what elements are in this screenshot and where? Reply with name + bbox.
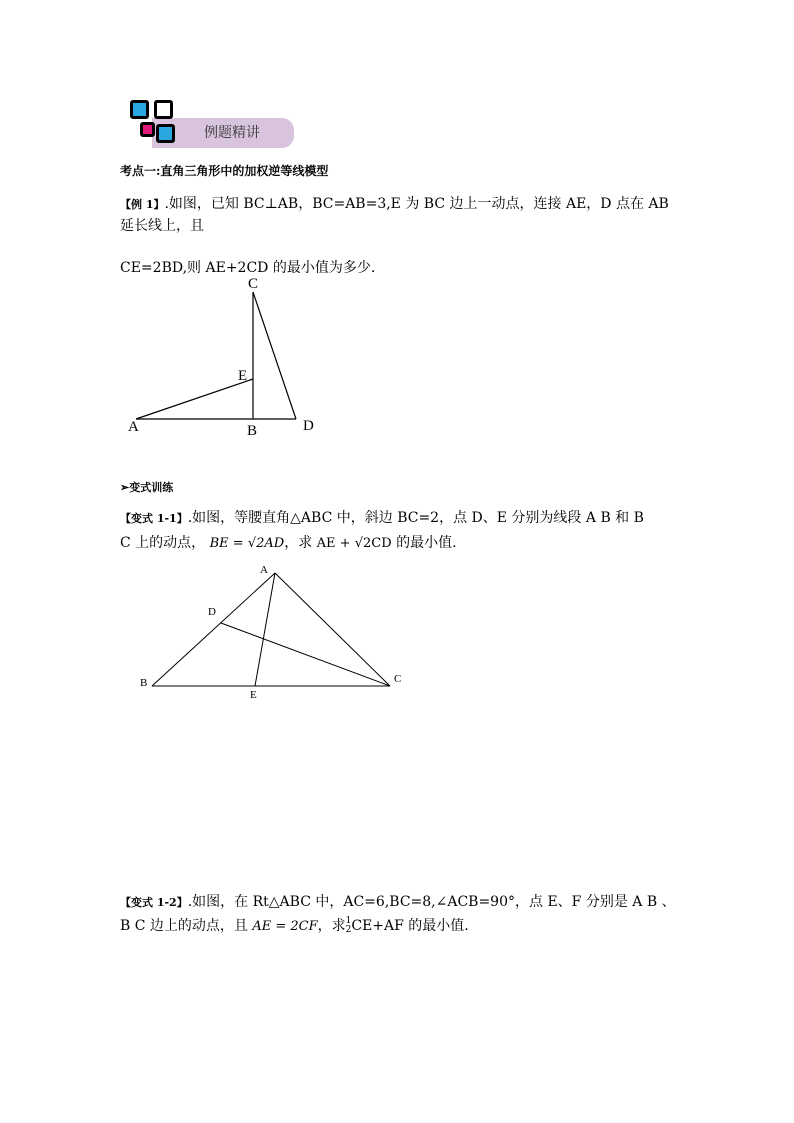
variant-text: ，求 bbox=[284, 535, 313, 551]
variant1-line1 bbox=[120, 507, 644, 527]
logo-square-icon bbox=[156, 124, 175, 143]
formula-ae-cd: AE + √2CD bbox=[316, 536, 392, 551]
segment-AE bbox=[255, 573, 275, 686]
segment-BA bbox=[152, 573, 275, 686]
logo-square-icon bbox=[154, 100, 173, 119]
label-B: B bbox=[140, 677, 148, 689]
label-B: B bbox=[247, 423, 258, 439]
variant-text: C 上的动点， bbox=[120, 535, 206, 551]
fraction-numerator: 1 bbox=[345, 916, 352, 926]
section-banner bbox=[126, 98, 296, 154]
banner-title: 例题精讲 bbox=[204, 125, 260, 141]
variant2-line1 bbox=[120, 891, 676, 911]
label-E: E bbox=[238, 368, 248, 384]
variant2-line2 bbox=[120, 915, 469, 935]
figure-right-triangle bbox=[120, 272, 330, 442]
variant-text: .如图，等腰直角△ABC 中，斜边 BC=2，点 D、E 分别为线段 A B 和 B bbox=[187, 510, 644, 526]
section-heading: 考点一:直角三角形中的加权逆等线模型 bbox=[120, 164, 329, 178]
variant-text: CE+AF 的最小值. bbox=[351, 918, 469, 934]
variant-tag: 【变式 1-2】 bbox=[120, 896, 188, 909]
formula-ae-cf: AE = 2CF bbox=[252, 919, 318, 934]
example1-line1 bbox=[120, 193, 669, 213]
variant-text: .如图，在 Rt△ABC 中，AC=6,BC=8,∠ACB=90°，点 E、F 分别是 A B 、 bbox=[187, 894, 676, 910]
label-C: C bbox=[394, 673, 402, 685]
logo-square-icon bbox=[130, 100, 149, 119]
example-tag: 【例 1】 bbox=[120, 198, 165, 211]
variants-heading: ➢变式训练 bbox=[120, 481, 174, 494]
label-D: D bbox=[303, 418, 314, 434]
figure-isosceles-triangle bbox=[130, 560, 410, 705]
formula-be-ad: BE = √2AD bbox=[209, 536, 285, 551]
segment-DC bbox=[221, 623, 390, 686]
label-D: D bbox=[208, 606, 216, 618]
segment-CD bbox=[253, 292, 296, 419]
fraction-denominator: 2 bbox=[345, 925, 352, 935]
segment-AC bbox=[275, 573, 390, 686]
logo-square-icon bbox=[140, 122, 155, 137]
label-A: A bbox=[128, 419, 139, 435]
example-text: .如图，已知 BC⊥AB，BC=AB=3,E 为 BC 边上一动点，连接 AE，D 点在 AB bbox=[164, 196, 669, 212]
variant-text: 的最小值. bbox=[396, 535, 457, 551]
example1-line2: 延长线上，且 bbox=[120, 218, 204, 234]
label-A: A bbox=[260, 564, 268, 576]
segment-AE bbox=[136, 379, 253, 419]
label-C: C bbox=[248, 276, 259, 292]
variant-tag: 【变式 1-1】 bbox=[120, 512, 188, 525]
label-E: E bbox=[250, 689, 257, 701]
variant-text: B C 边上的动点，且 bbox=[120, 918, 248, 934]
variant1-line2 bbox=[120, 532, 457, 552]
example1-line3: CE=2BD,则 AE+2CD 的最小值为多少. bbox=[120, 260, 376, 276]
variant-text: ，求 bbox=[317, 918, 346, 934]
